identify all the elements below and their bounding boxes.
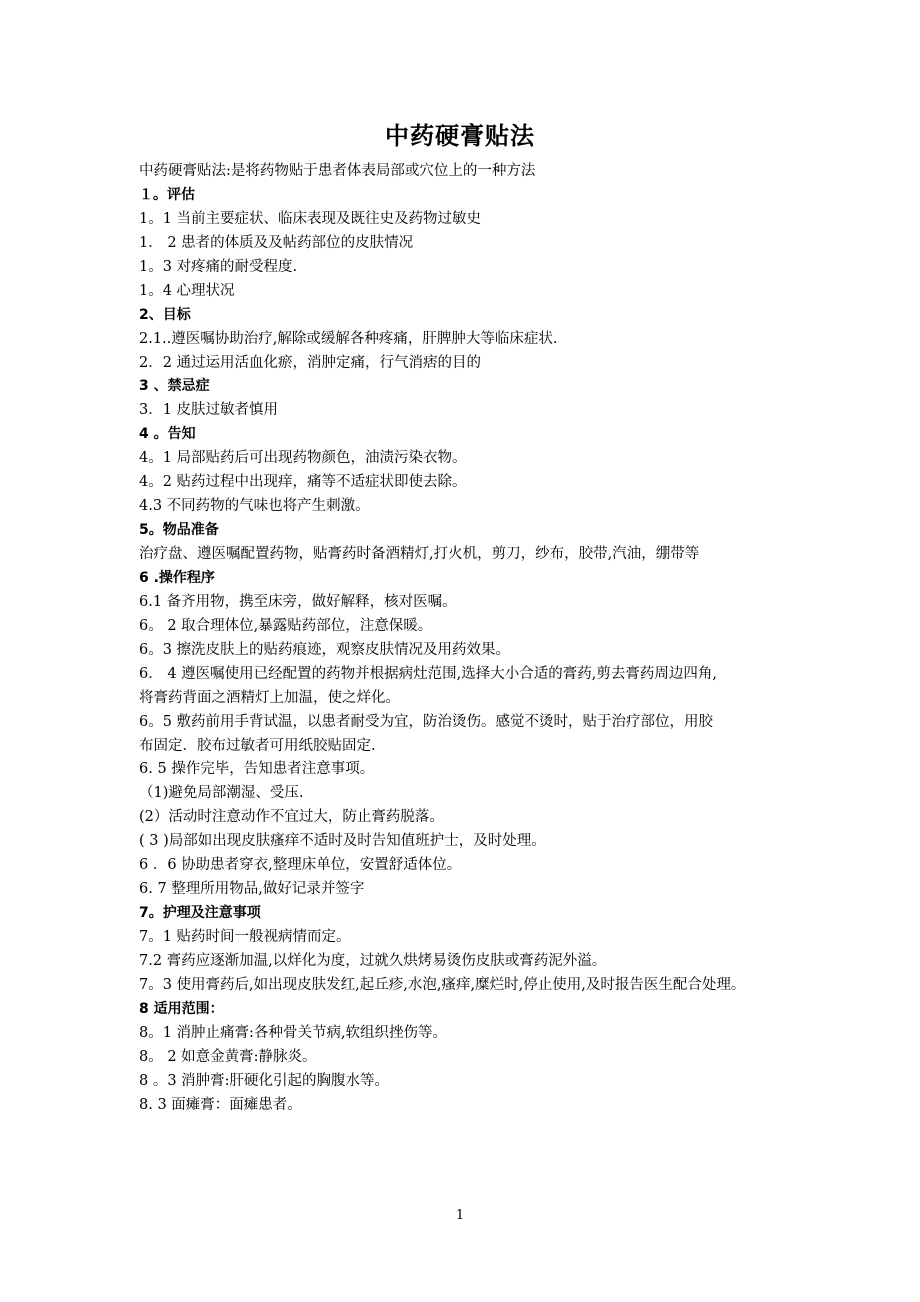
- body-line: 4。2 贴药过程中出现痒，痛等不适症状即使去除。: [139, 474, 467, 491]
- section-heading: １。评估: [139, 186, 195, 203]
- body-line: (2）活动时注意动作不宜过大，防止膏药脱落。: [139, 809, 444, 826]
- section-heading: 3 、禁忌症: [139, 378, 210, 395]
- body-line: 7。3 使用膏药后,如出现皮肤发红,起丘疹,水泡,瘙痒,糜烂时,停止使用,及时报告医生配合处理。: [139, 976, 746, 993]
- document-body: [139, 160, 799, 1118]
- body-line: 1。3 对疼痛的耐受程度.: [139, 258, 298, 275]
- section-heading: 2、目标: [139, 306, 191, 323]
- body-line: 7.2 膏药应逐渐加温,以烊化为度，过就久烘烤易烫伤皮肤或膏药泥外溢。: [139, 952, 607, 969]
- body-line: 6． 4 遵医嘱使用已经配置的药物并根据病灶范围,选择大小合适的膏药,剪去膏药周边四角,: [139, 665, 717, 682]
- body-line: 将膏药背面之酒精灯上加温，使之烊化。: [139, 689, 400, 706]
- body-line: 治疗盘、遵医嘱配置药物，贴膏药时备酒精灯,打火机，剪刀，纱布，胶带,汽油，绷带等: [139, 546, 700, 562]
- body-line: 1。1 当前主要症状、临床表现及既往史及药物过敏史: [139, 210, 482, 227]
- body-line: 6 ．6 协助患者穿衣,整理床单位，安置舒适体位。: [139, 857, 462, 874]
- body-line: 1． 2 患者的体质及及帖药部位的皮肤情况: [139, 234, 414, 251]
- body-line: 4。1 局部贴药后可出现药物颜色，油渍污染衣物。: [139, 450, 467, 467]
- body-line: 6.1 备齐用物，携至床旁，做好解释，核对医嘱。: [139, 593, 457, 610]
- body-line: 1。4 心理状况: [139, 282, 235, 299]
- body-line: 8。1 消肿止痛膏:各种骨关节病,软组织挫伤等。: [139, 1024, 448, 1041]
- body-line: 8。 2 如意金黄膏:静脉炎。: [139, 1048, 317, 1065]
- body-line: 布固定．胶布过敏者可用纸胶贴固定.: [139, 737, 376, 754]
- body-line: 3．1 皮肤过敏者慎用: [139, 402, 279, 419]
- body-line: 6。5 敷药前用手背试温，以患者耐受为宜，防治烫伤。感觉不烫时，贴于治疗部位，用胶: [139, 713, 714, 730]
- body-line: 8. 3 面瘫膏：面瘫患者。: [139, 1096, 302, 1113]
- body-line: 4.3 不同药物的气味也将产生刺激。: [139, 498, 370, 515]
- section-heading: 5。物品准备: [139, 522, 219, 539]
- body-line: 8 。3 消肿膏:肝硬化引起的胸腹水等。: [139, 1072, 390, 1089]
- body-line: 7。1 贴药时间一般视病情而定。: [139, 929, 351, 945]
- section-heading: 4 。告知: [139, 426, 196, 443]
- section-heading: 7。护理及注意事项: [139, 905, 261, 922]
- body-line: （1)避免局部潮湿、受压.: [139, 785, 304, 802]
- body-line: 中药硬膏贴法:是将药物贴于患者体表局部或穴位上的一种方法: [139, 163, 536, 179]
- section-heading: 6 .操作程序: [139, 569, 215, 586]
- body-line: 6。3 擦洗皮肤上的贴药痕迹，观察皮肤情况及用药效果。: [139, 641, 511, 658]
- body-line: 6。 2 取合理体位,暴露贴药部位，注意保暖。: [139, 617, 433, 634]
- body-line: 2.1..遵医嘱协助治疗,解除或缓解各种疼痛，肝脾肿大等临床症状.: [139, 330, 558, 347]
- section-heading: 8 适用范围：: [139, 1000, 224, 1017]
- body-line: ( 3 )局部如出现皮肤瘙痒不适时及时告知值班护士，及时处理。: [139, 833, 546, 850]
- body-line: 6. 7 整理所用物品,做好记录并签字: [139, 881, 365, 898]
- body-line: 2．2 通过运用活血化瘀，消肿定痛，行气消痞的目的: [139, 354, 482, 371]
- page-number: 1: [455, 1208, 465, 1223]
- document-title: 中药硬膏贴法: [385, 122, 535, 150]
- body-line: 6. 5 操作完毕，告知患者注意事项。: [139, 761, 375, 778]
